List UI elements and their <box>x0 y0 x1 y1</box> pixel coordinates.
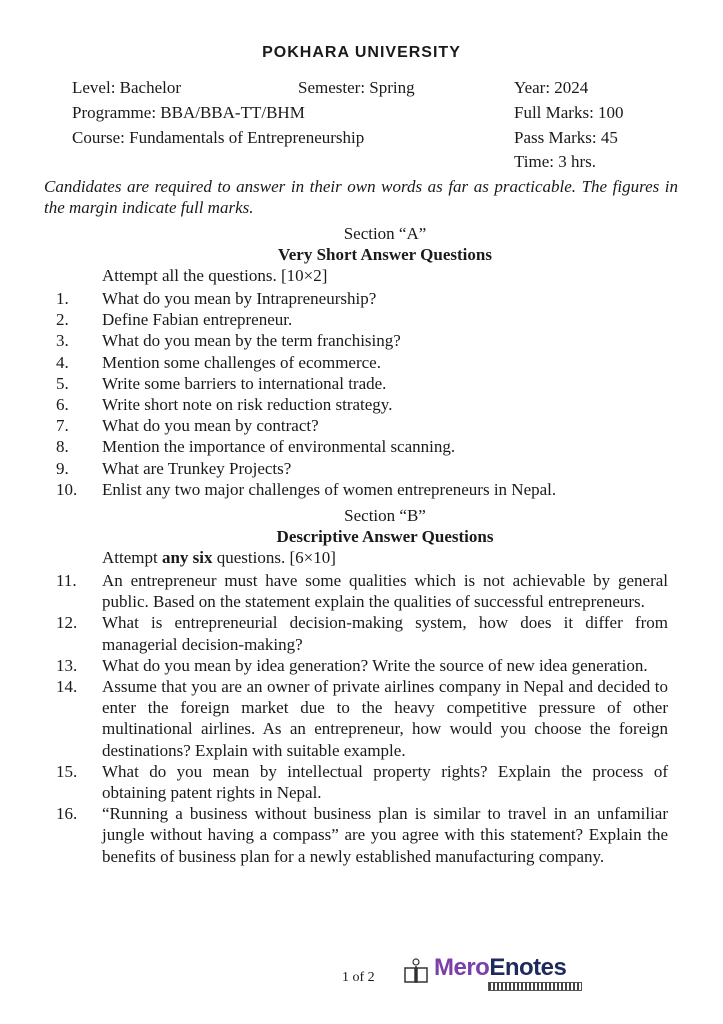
course: Course: Fundamentals of Entrepreneurship <box>72 128 365 147</box>
question-number: 1. <box>56 289 69 308</box>
question-number: 6. <box>56 395 69 415</box>
question-number: 11. <box>56 571 77 590</box>
question-text: “Running a business without business plan is similar to travel in an unfamiliar jungle without having a compass” are you agree with this statement? Explain the benefits of business plan for a newly established manufacturing company. <box>102 804 668 866</box>
section-a-subtitle: Very Short Answer Questions <box>278 245 492 264</box>
attempt-pre: Attempt <box>102 548 162 567</box>
question-item <box>56 415 668 436</box>
question-number: 13. <box>56 655 78 675</box>
section-b-questions <box>56 570 668 867</box>
question-item <box>56 479 668 500</box>
question-item <box>56 655 668 676</box>
question-text: What do you mean by idea generation? Write the source of new idea generation. <box>102 655 648 675</box>
question-text: What are Trunkey Projects? <box>102 458 292 478</box>
semester: Semester: Spring <box>298 78 415 97</box>
programme: Programme: BBA/BBA-TT/BHM <box>72 103 305 122</box>
section-b-subtitle: Descriptive Answer Questions <box>276 527 494 546</box>
question-item <box>56 309 668 330</box>
section-a-attempt: Attempt all the questions. [10×2] <box>102 266 328 285</box>
question-number: 15. <box>56 761 78 781</box>
question-text: Mention some challenges of ecommerce. <box>102 352 381 372</box>
question-item <box>56 570 668 612</box>
book-icon <box>402 956 432 986</box>
question-text: What is entrepreneurial decision-making system, how does it differ from managerial decision-making? <box>102 613 668 654</box>
question-number: 4. <box>56 352 69 372</box>
question-text: What do you mean by Intrapreneurship? <box>102 289 377 308</box>
question-number: 8. <box>56 437 69 457</box>
question-number: 10. <box>56 479 78 499</box>
section-b-title: Section “B” <box>344 506 426 525</box>
section-a-questions <box>56 288 668 500</box>
logo-text-enotes: Enotes <box>489 954 567 981</box>
question-item <box>56 458 668 479</box>
section-a-title: Section “A” <box>343 224 427 243</box>
question-number: 5. <box>56 373 69 393</box>
question-number: 3. <box>56 331 69 351</box>
question-text: Enlist any two major challenges of women entrepreneurs in Nepal. <box>102 479 557 499</box>
question-item <box>56 394 668 415</box>
question-item <box>56 436 668 457</box>
question-text: Define Fabian entrepreneur. <box>102 310 293 330</box>
question-item <box>56 288 668 309</box>
question-text: Write short note on risk reduction strategy. <box>102 395 393 415</box>
attempt-post: questions. [6×10] <box>212 548 336 567</box>
logo-underline <box>488 982 582 991</box>
question-number: 16. <box>56 804 78 824</box>
logo-text <box>434 954 566 982</box>
question-text: What do you mean by contract? <box>102 416 319 436</box>
question-text: Write some barriers to international trade. <box>102 373 387 393</box>
question-number: 14. <box>56 677 78 697</box>
section-b-attempt <box>102 548 336 568</box>
question-number: 7. <box>56 416 69 436</box>
question-item <box>56 676 668 761</box>
page-number: 1 of 2 <box>342 970 375 985</box>
question-text: Mention the importance of environmental scanning. <box>102 437 456 457</box>
year: Year: 2024 <box>514 78 589 97</box>
pass-marks: Pass Marks: 45 <box>514 128 618 147</box>
question-item <box>56 330 668 351</box>
question-text: An entrepreneur must have some qualities which is not achievable by general public. Based on the statement explain the qualities of successful entrepreneurs. <box>102 571 668 612</box>
question-text: What do you mean by intellectual property rights? Explain the process of obtaining patent rights in Nepal. <box>102 761 668 803</box>
question-item <box>56 761 668 803</box>
full-marks: Full Marks: 100 <box>514 103 624 122</box>
logo-text-mero: Mero <box>434 954 490 981</box>
question-number: 12. <box>56 613 78 633</box>
question-number: 9. <box>56 458 69 478</box>
question-item <box>56 352 668 373</box>
time: Time: 3 hrs. <box>514 152 597 171</box>
instructions: Candidates are required to answer in their own words as far as practicable. The figures in the margin indicate full marks. <box>44 177 678 217</box>
question-text: What do you mean by the term franchising? <box>102 331 401 351</box>
question-number: 2. <box>56 310 69 330</box>
question-item <box>56 803 668 867</box>
question-item <box>56 373 668 394</box>
meroenotes-logo <box>400 950 585 992</box>
question-item <box>56 612 668 654</box>
question-text: Assume that you are an owner of private airlines company in Nepal and decided to enter the foreign market due to the heavy competitive pressure of other multinational airlines. As an entrepreneur, how would you choose the foreign destinations? Explain with suitable example. <box>102 677 668 760</box>
university-title: POKHARA UNIVERSITY <box>262 44 461 61</box>
attempt-bold: any six <box>161 548 213 567</box>
level: Level: Bachelor <box>72 78 182 97</box>
